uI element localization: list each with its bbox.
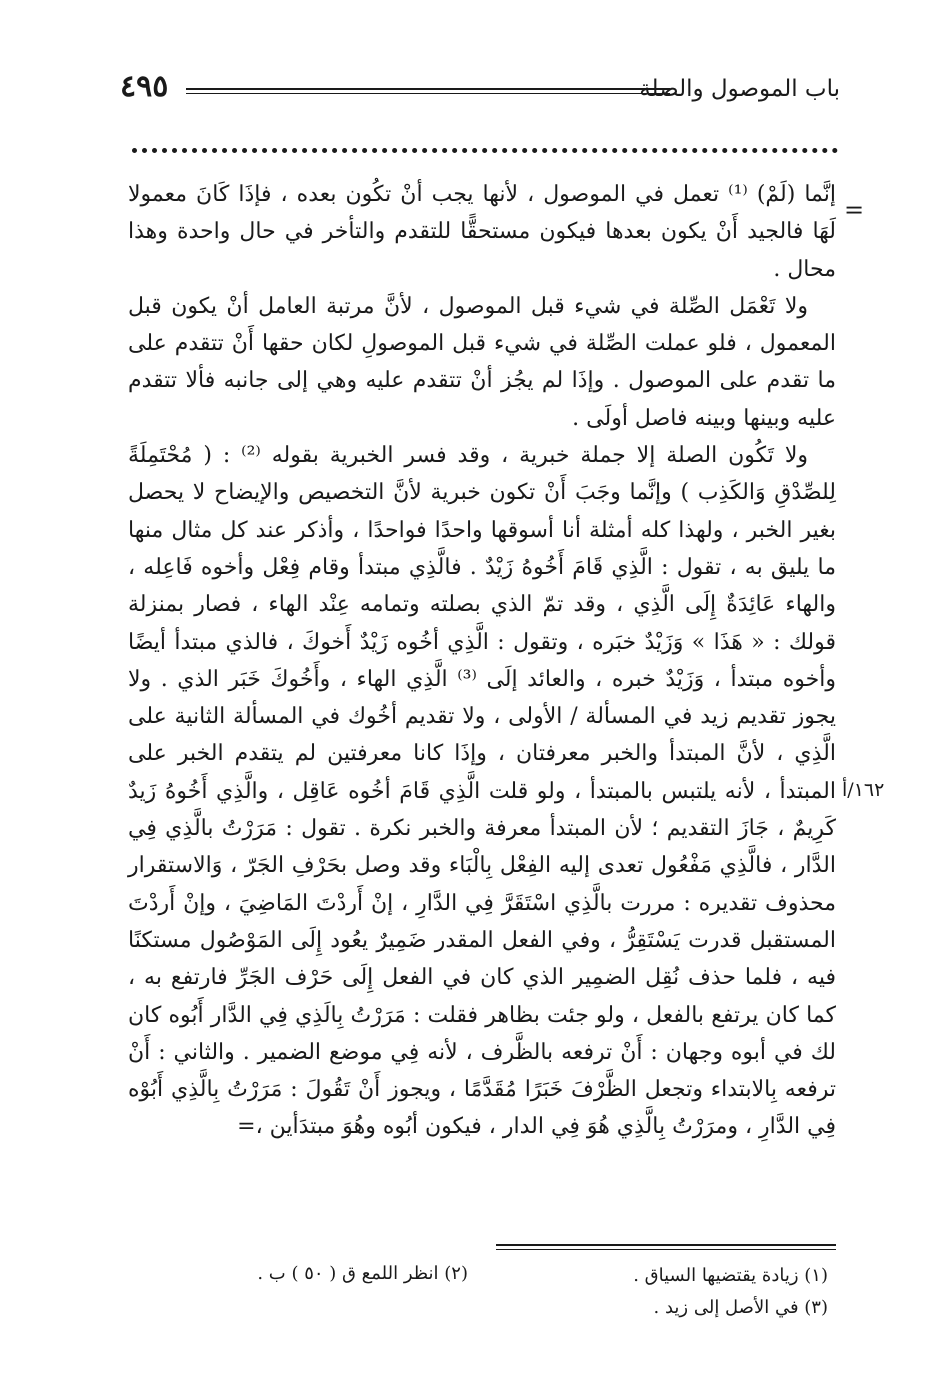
footnote-2: (٢) انظر اللمع ق ( ٥٠ ) ب . — [257, 1263, 468, 1284]
dotted-separator — [132, 148, 838, 153]
paragraph-2: ولا تَعْمَل الصِّلة في شيء قبل الموصول ، لأنَّ مرتبة العامل أنْ يكون قبل المعمول ، فلو عملت الصِّلة في شيء قبل الموصولِ لكان حقها أَنْ تتقدم على ما تقدم على الموصول . وإذَا لم يجُز أنْ تتقدم عليه وهي إلى جانبه فألا تتقدم عليه وبينها وبينه فاصل أولَى . — [128, 293, 836, 431]
header-rule-thin — [186, 93, 670, 94]
footnote-3: (٣) في الأصل إلى زيد . — [653, 1297, 828, 1318]
footnote-rule — [496, 1244, 836, 1246]
continuation-mark: = — [844, 196, 865, 224]
paragraph-1: إنَّما (لَمْ) ⁽¹⁾ تعمل في الموصول ، لأنها يجب أنْ تكُون بعده ، فإذَا كَانَ معمولا لَهَا فالجيد أَنْ يكون بعدها فيكون مستحقًّا للتقدم والتأخر في حال واحدة وهذا محال . — [128, 182, 837, 282]
main-text — [128, 176, 836, 1146]
page-number: ٤٩٥ — [120, 69, 169, 104]
folio-margin-note: ١٦٢/أ — [842, 779, 885, 801]
paragraph-3: ولا تَكُون الصلة إلا جملة خبرية ، وقد فسر الخبرية بقوله ⁽²⁾ : ( مُحْتَمِلَةً لِلصِّدْقِ وَالكَذِب ) وإنَّما وجَبَ أَنْ تكون خبرية لأنَّ التخصيص والإيضاح لا يحصل بغير الخبر ، ولهذا كله أمثلة أنا أسوقها واحدًا فواحدًا ، وأذكر عند كل مثال منها ما يليق به ، تقول : الَّذِي قَامَ أَخُوهُ زَيْدٌ . فالَّذِي مبتدأ وقام فِعْل وأخوه فَاعِله ، والهاء عَائِدَةٌ إِلَى الَّذِي ، وقد تمّ الذي بصلته وتمامه عِنْد الهاء ، فصار بمنزلة قولك : « هَذَا » وَزَيْدٌ خبَره ، وتقول : الَّذِي أخُوه زَيْدٌ أَخوكَ ، فالذي مبتدأ أيضًا وأخوه مبتدأ ، وَزَيْدٌ خبره ، والعائد إلَى ⁽³⁾ الَّذِي الهاء ، وأَخُوكَ خَبَر الذي . ولا يجوز تقديم زيد في المسألة / الأولى ، ولا تقديم أخُوك في المسألة الثانية على الَّذِي ، لأنَّ المبتدأ والخبر معرفتان ، وإذَا كانا معرفتين لم يتقدم الخبر على المبتدأ ، لأنه يلتبس بالمبتدأ ، ولو قلت الَّذِي قَامَ أخُوه عَاقِل ، والَّذِي أَخُوهُ زَيدٌ كَرِيمٌ ، جَازَ التقديم ؛ لأن المبتدأ معرفة والخبر نكرة . تقول : مَرَرْتُ بالَّذِي فِي الدَّار ، فالَّذِي مَفْعُول تعدى إليه الفِعْل بِالْبَاء وقد وصل بحَرْفِ الجَرّ ، وَالاستقرار محذوف تقديره : مررت بالَّذِي اسْتَقَرَّ فِي الدَّارِ ، إنْ أَردْتَ المَاضِيَ ، وإنْ أَردْتَ المستقبل قدرت يَسْتَقِرُّ ، وفي الفعل المقدر ضَمِيرٌ يعُود إِلَى المَوْصُول مستكنًا فيه ، فلما حذف نُقِل الضمِير الذي كان في الفعل إِلَى حَرْف الجَرِّ فارتفع به ، كما كان يرتفع بالفعل ، ولو جئت بظاهر فقلت : مَرَرْتُ بِالَذِي فِي الدَّار أَبُوه كان لك في أبوه وجهان : أَنْ ترفعه بالظَّرف ، لأنه فِي موضع الضمير . والثاني : أَنْ ترفعه بِالابتداء وتجعل الظَّرْفَ خَبَرًا مُقَدَّمًا ، ويجوز أَنْ تَقُولَ : مَرَرْتُ بِالَّذِي أَبُوْه فِي الدَّارِ ، ومرَرْتُ بِالَّذِي هُوَ فِي الدار ، فيكون أبُوه وهُوَ مبتدَأين ،= — [128, 443, 837, 1140]
running-title: باب الموصول والصلة — [639, 76, 840, 102]
footnote-1: (١) زيادة يقتضيها السياق . — [633, 1265, 828, 1286]
header-rule — [186, 88, 670, 90]
page-header — [120, 70, 840, 110]
footnote-rule-thin — [496, 1249, 836, 1250]
